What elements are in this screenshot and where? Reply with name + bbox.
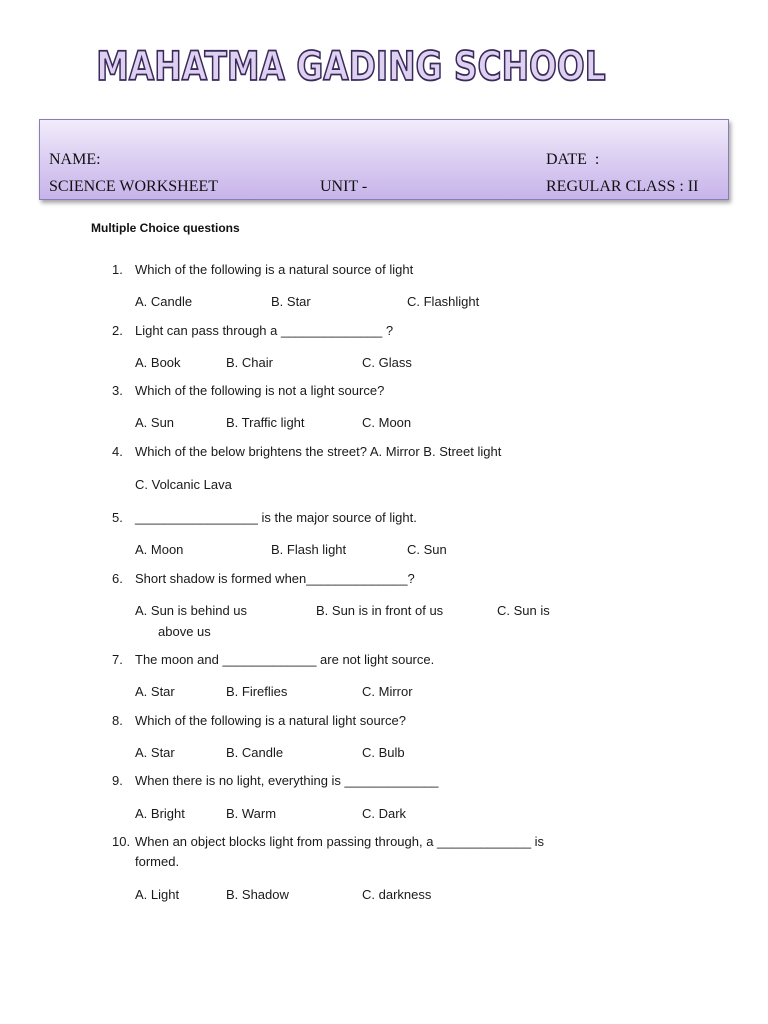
worksheet-label: SCIENCE WORKSHEET	[49, 178, 219, 195]
option-b: B. Sun is in front of us	[316, 603, 444, 618]
section-title: Multiple Choice questions	[91, 221, 240, 235]
option-b: B. Traffic light	[226, 415, 305, 430]
question-number: 1.	[112, 262, 123, 277]
option-a: A. Moon	[135, 542, 184, 557]
question-text: _________________ is the major source of light.	[135, 510, 417, 525]
option-c: C. Glass	[362, 355, 412, 370]
question-4	[112, 442, 572, 462]
question-text: Which of the following is not a light source?	[135, 383, 385, 398]
unit-label: UNIT -	[320, 178, 368, 195]
question-text: The moon and _____________ are not light source.	[135, 652, 435, 667]
option-c: C. Moon	[362, 415, 412, 430]
option-c: C. Flashlight	[407, 294, 480, 309]
question-text: Which of the following is a natural source of light	[135, 262, 414, 277]
option-b: B. Warm	[226, 806, 277, 821]
question-8	[112, 711, 572, 731]
question-text: When there is no light, everything is _____________	[135, 773, 439, 788]
question-number: 4.	[112, 444, 123, 459]
question-5	[112, 508, 572, 528]
name-label: NAME:	[49, 151, 101, 168]
question-7	[112, 650, 572, 670]
school-title: MAHATMA GADING SCHOOL	[96, 44, 606, 90]
question-number: 2.	[112, 323, 123, 338]
option-c: C. darkness	[362, 887, 432, 902]
question-9	[112, 771, 572, 791]
option-c: C. Bulb	[362, 745, 405, 760]
question-1	[112, 260, 572, 280]
worksheet-header-box	[39, 119, 729, 200]
question-text: When an object blocks light from passing through, a _____________ is formed.	[135, 834, 545, 869]
question-number: 5.	[112, 510, 123, 525]
option-b: B. Chair	[226, 355, 273, 370]
option-b: B. Flash light	[271, 542, 347, 557]
question-text: Light can pass through a ______________ ?	[135, 323, 394, 338]
option-a: A. Sun is behind us	[135, 603, 248, 618]
option-a: A. Light	[135, 887, 180, 902]
question-3	[112, 381, 572, 401]
option-c: C. Volcanic Lava	[135, 477, 232, 492]
option-c: C. Sun	[407, 542, 447, 557]
option-a: A. Bright	[135, 806, 185, 821]
question-number: 9.	[112, 773, 123, 788]
option-c: C. Mirror	[362, 684, 413, 699]
question-number: 6.	[112, 571, 123, 586]
date-label: DATE :	[546, 151, 600, 168]
question-number: 8.	[112, 713, 123, 728]
option-b: B. Candle	[226, 745, 284, 760]
option-c-continued: above us	[158, 624, 211, 639]
question-number: 7.	[112, 652, 123, 667]
option-a: A. Sun	[135, 415, 175, 430]
question-2	[112, 321, 572, 341]
option-a: A. Star	[135, 684, 175, 699]
option-c: C. Sun is	[497, 603, 550, 618]
option-c: C. Dark	[362, 806, 407, 821]
question-6	[112, 569, 572, 589]
question-text: Short shadow is formed when______________?	[135, 571, 415, 586]
question-text: Which of the below brightens the street? A. Mirror B. Street light	[135, 444, 502, 459]
question-text: Which of the following is a natural light source?	[135, 713, 406, 728]
question-number: 10.	[112, 834, 131, 849]
option-b: B. Shadow	[226, 887, 289, 902]
option-a: A. Star	[135, 745, 175, 760]
question-10	[112, 832, 567, 872]
option-a: A. Candle	[135, 294, 193, 309]
option-b: B. Fireflies	[226, 684, 288, 699]
option-b: B. Star	[271, 294, 311, 309]
option-a: A. Book	[135, 355, 181, 370]
class-label: REGULAR CLASS : II	[546, 178, 699, 195]
question-number: 3.	[112, 383, 123, 398]
